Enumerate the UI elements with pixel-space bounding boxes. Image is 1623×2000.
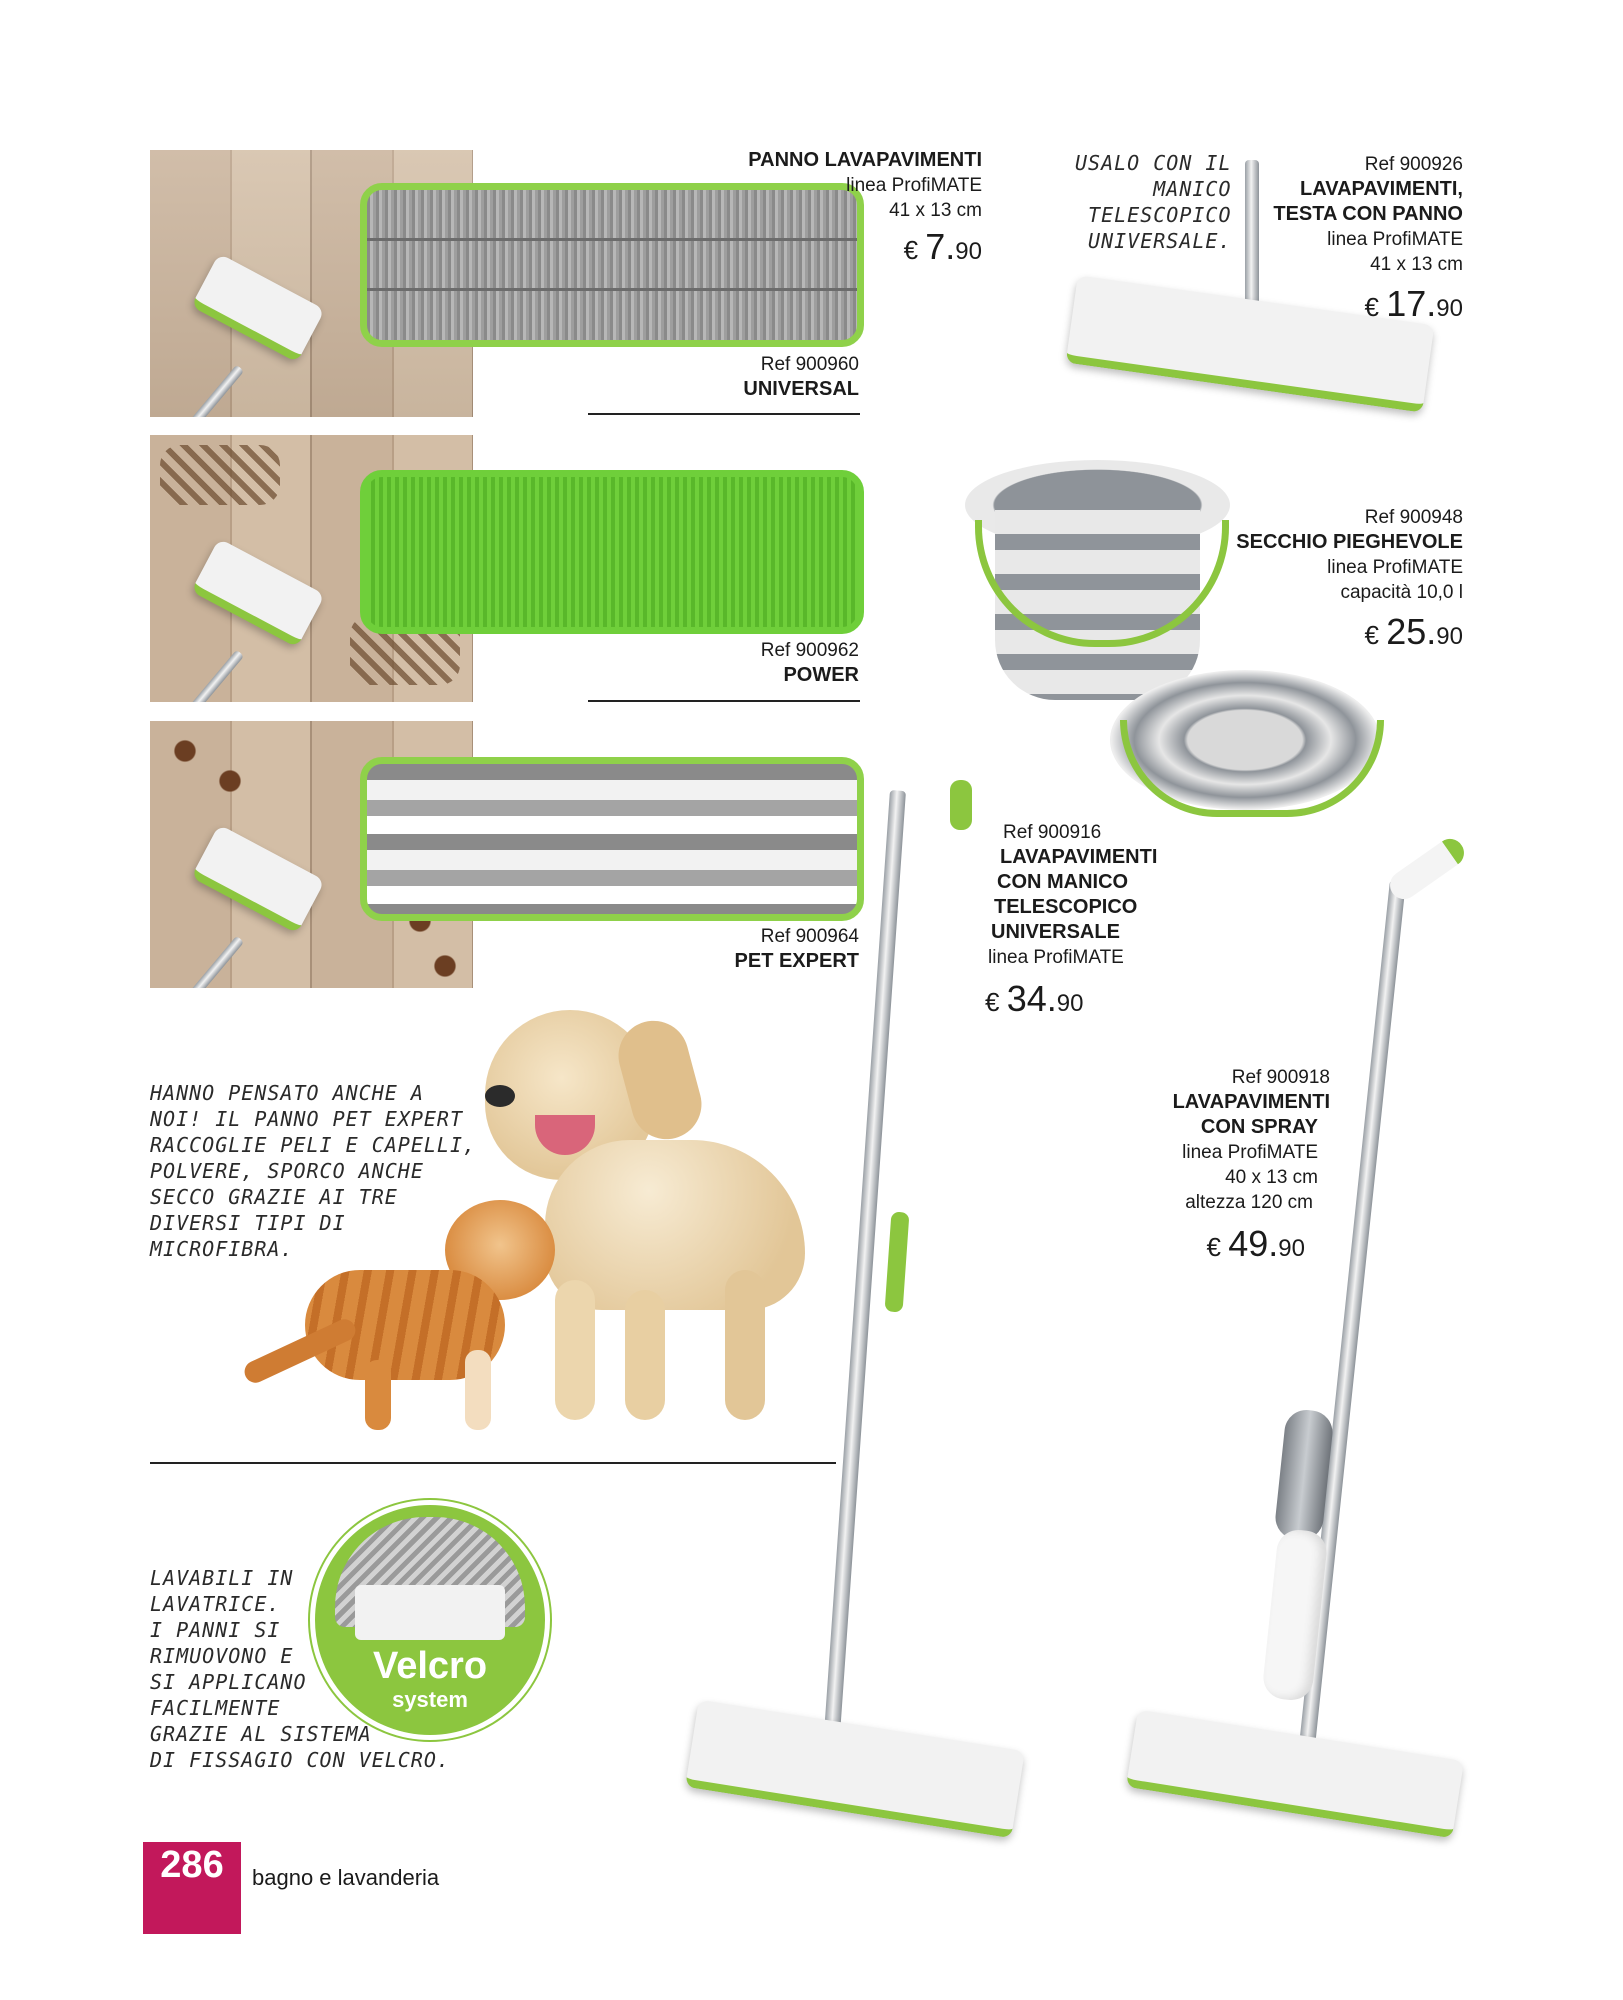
spray-ref: Ref 900918	[1231, 1067, 1330, 1088]
spray-title-1: LAVAPAVIMENTI	[1172, 1091, 1330, 1113]
testa-title-2: TESTA CON PANNO	[1273, 203, 1463, 225]
spray-price	[1206, 1223, 1305, 1266]
secchio-price-cents: 90	[1436, 623, 1463, 650]
divider-pet	[150, 1462, 836, 1464]
panno-price	[903, 226, 982, 269]
manico-title-2: CON MANICO	[997, 871, 1129, 893]
spray-height: altezza 120 cm	[1185, 1192, 1313, 1213]
secchio-price-int: 25.	[1386, 611, 1437, 652]
telescopic-mop-head-image	[685, 1700, 1025, 1839]
pad-pet-name: PET EXPERT	[734, 950, 859, 972]
spray-line: linea ProfiMATE	[1182, 1142, 1318, 1163]
testa-title-1: LAVAPAVIMENTI,	[1300, 178, 1463, 200]
divider-universal	[588, 413, 860, 415]
secchio-price-currency: €	[1364, 620, 1380, 650]
pad-pet-expert-image	[360, 757, 864, 921]
testa-price-cents: 90	[1436, 295, 1463, 322]
manico-title-3: TELESCOPICO	[994, 896, 1138, 918]
secchio-line: linea ProfiMATE	[1327, 557, 1463, 578]
pad-pet-ref: Ref 900964	[760, 926, 859, 947]
spray-price-int: 49.	[1228, 1223, 1279, 1264]
secchio-price	[1364, 611, 1463, 654]
secchio-ref: Ref 900948	[1364, 507, 1463, 528]
manico-price	[985, 978, 1084, 1021]
testa-handle-image	[1245, 160, 1259, 320]
panno-line: linea ProfiMATE	[846, 175, 982, 196]
spray-price-cents: 90	[1278, 1235, 1305, 1262]
pad-universal-image	[360, 183, 864, 347]
page-number: 286	[160, 1844, 224, 1886]
telescopic-mop-clip-image	[885, 1211, 910, 1312]
testa-line: linea ProfiMATE	[1327, 229, 1463, 250]
manico-price-currency: €	[985, 987, 1000, 1017]
spray-title-2: CON SPRAY	[1200, 1116, 1318, 1138]
pad-universal-ref: Ref 900960	[760, 354, 859, 375]
manico-title-1: LAVAPAVIMENTI	[1000, 846, 1158, 868]
pad-universal-name: UNIVERSAL	[743, 378, 859, 400]
testa-size: 41 x 13 cm	[1370, 254, 1463, 275]
spray-mop-head-image	[1126, 1710, 1464, 1839]
puppy-kitten-photo	[245, 1000, 825, 1440]
panno-size: 41 x 13 cm	[889, 200, 982, 221]
secchio-title: SECCHIO PIEGHEVOLE	[1236, 531, 1463, 553]
velcro-brand: Velcro	[372, 1645, 488, 1687]
panno-price-currency: €	[903, 235, 919, 265]
pad-power-name: POWER	[783, 664, 859, 686]
testa-price	[1364, 283, 1463, 326]
spray-price-currency: €	[1206, 1232, 1222, 1262]
manico-title-4: UNIVERSALE	[991, 921, 1120, 943]
pet-note: HANNO PENSATO ANCHE A NOI! IL PANNO PET EXPERT RACCOGLIE PELI E CAPELLI, POLVERE, SPORCO ANCHE SECCO GRAZIE AI TRE DIVERSI TIPI DI MICROFIBRA.	[150, 1081, 477, 1261]
testa-note: USALO CON IL MANICO TELESCOPICO UNIVERSALE.	[1075, 151, 1232, 253]
manico-ref: Ref 900916	[1003, 822, 1102, 843]
manico-price-int: 34.	[1006, 978, 1057, 1019]
panno-price-int: 7.	[925, 226, 956, 267]
panno-title: PANNO LAVAPAVIMENTI	[748, 149, 982, 171]
manico-price-cents: 90	[1056, 990, 1084, 1017]
testa-price-currency: €	[1364, 292, 1380, 322]
pad-power-image	[360, 470, 864, 634]
panno-price-cents: 90	[955, 238, 982, 265]
spray-size: 40 x 13 cm	[1225, 1167, 1318, 1188]
spray-mop-handle-image	[1385, 833, 1470, 904]
manico-line: linea ProfiMATE	[988, 947, 1124, 968]
folded-bucket-image	[1110, 660, 1390, 820]
secchio-capacity: capacità 10,0 l	[1340, 582, 1463, 603]
testa-price-int: 17.	[1386, 283, 1437, 324]
telescopic-mop-grip-image	[950, 780, 972, 830]
pad-power-ref: Ref 900962	[760, 640, 859, 661]
wash-note: LAVABILI IN LAVATRICE. I PANNI SI RIMUOVONO E SI APPLICANO FACILMENTE GRAZIE AL SISTEMA DI FISSAGIO CON VELCRO.	[150, 1566, 450, 1772]
testa-ref: Ref 900926	[1364, 154, 1463, 175]
velcro-sub: system	[392, 1687, 468, 1712]
section-name: bagno e lavanderia	[252, 1865, 440, 1890]
velcro-badge	[310, 1500, 550, 1740]
divider-power	[588, 700, 860, 702]
